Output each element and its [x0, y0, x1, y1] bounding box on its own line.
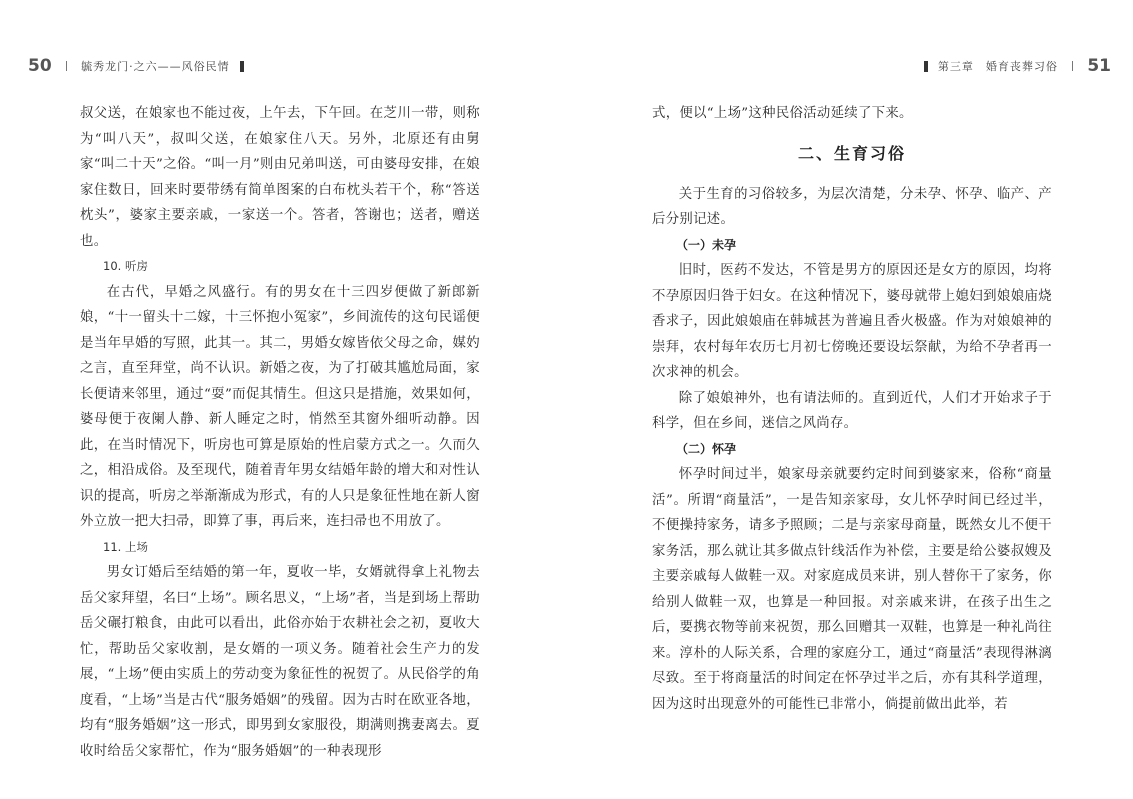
body-paragraph: 男女订婚后至结婚的第一年，夏收一毕，女婿就得拿上礼物去岳父家拜望，名曰“上场”。顾名思义，“上场”者，当是到场上帮助岳父碾打粮食，由此可以看出，此俗亦始于农耕社会之初，夏收大忙，帮助岳父家收割，是女婿的一项义务。随着社会生产力的发展，“上场”便由实质上的劳动变为象征性的祝贺了。从民俗学的角度看，“上场”当是古代“服务婚姻”的残留。因为古时在欧亚各地，均有“服务婚姻”这一形式，即男到女家服役，期满则携妻离去。夏收时给岳父家帮忙，作为“服务婚姻”的一种表现形	[80, 565, 480, 759]
subsection-heading-listening-room: 10. 听房	[103, 259, 148, 273]
left-running-title: 毓秀龙门·之六——风俗民情	[81, 60, 230, 73]
subsection-heading-not-pregnant: （一）未孕	[676, 237, 737, 252]
header-block-mark	[240, 61, 244, 72]
subsection-heading-pregnancy: （二）怀孕	[676, 441, 737, 456]
body-paragraph: 旧时，医药不发达，不管是男方的原因还是女方的原因，均将不孕原因归咎于妇女。在这种情况下，婆母就带上媳妇到娘娘庙烧香求子，因此娘娘庙在韩城甚为普遍且香火极盛。作为对娘娘神的崇拜，农村每年农历七月初七傍晚还要设坛祭献，为给不孕者再一次求神的机会。	[652, 263, 1052, 380]
body-paragraph: 关于生育的习俗较多，为层次清楚，分未孕、怀孕、临产、产后分别记述。	[652, 186, 1052, 227]
header-separator	[66, 61, 68, 71]
body-paragraph: 叔父送，在娘家也不能过夜，上午去，下午回。在芝川一带，则称为“叫八天”，叔叫父送，在娘家住八天。另外，北原还有由舅家“叫二十天”之俗。“叫一月”则由兄弟叫送，可由婆母安排，在娘家住数日，回来时要带绣有简单图案的白布枕头若干个，称“答送枕头”，婆家主要亲戚，一家送一个。答者，答谢也；送者，赠送也。	[80, 106, 480, 249]
right-running-title: 第三章 婚育丧葬习俗	[937, 60, 1058, 73]
section-title: 二、生育习俗	[797, 143, 906, 163]
header-separator	[1072, 61, 1074, 71]
body-paragraph: 怀孕时间过半，娘家母亲就要约定时间到婆家来，俗称“商量活”。所谓“商量活”，一是告知亲家母，女儿怀孕时间已经过半，不便操持家务，请多予照顾；二是与亲家母商量，既然女儿不便干家务活，那么就让其多做点针线活作为补偿，主要是给公婆叔嫂及主要亲戚每人做鞋一双。对家庭成员来讲，别人替你干了家务，你给别人做鞋一双，也算是一种回报。对亲戚来讲，在孩子出生之后，要携衣物等前来祝贺，那么回赠其一双鞋，也算是一种礼尚往来。淳朴的人际关系，合理的家庭分工，通过“商量活”表现得淋漓尽致。至于将商量活的时间定在怀孕过半之后，亦有其科学道理，因为这时出现意外的可能性已非常小，倘提前做出此举，若	[652, 467, 1052, 712]
header-block-mark	[924, 61, 928, 72]
body-paragraph: 式，便以“上场”这种民俗活动延续了下来。	[652, 106, 913, 121]
subsection-heading-shangchang: 11. 上场	[103, 539, 148, 554]
right-page-body	[652, 101, 1052, 717]
body-paragraph: 在古代，早婚之风盛行。有的男女在十三四岁便做了新郎新娘，“十一留头十二嫁，十三怀抱小冤家”，乡间流传的这句民谣便是当年早婚的写照，此其一。其二，男婚女嫁皆依父母之命，媒妁之言，直至拜堂，尚不认识。新婚之夜，为了打破其尴尬局面，家长便请来邻里，通过“耍”而促其情生。但这只是措施，效果如何，婆母便于夜阑人静、新人睡定之时，悄然至其窗外细听动静。因此，在当时情况下，听房也可算是原始的性启蒙方式之一。久而久之，相沿成俗。及至现代，随着青年男女结婚年龄的增大和对性认识的提高，听房之举渐渐成为形式，有的人只是象征性地在新人窗外立放一把大扫帚，即算了事，再后来，连扫帚也不用放了。	[80, 284, 480, 529]
right-page-number: 51	[1087, 56, 1111, 76]
left-page-body	[80, 101, 480, 764]
right-page-header	[914, 53, 1111, 79]
body-paragraph: 除了娘娘神外，也有请法师的。直到近代，人们才开始求子于科学，但在乡间，迷信之风尚存。	[652, 390, 1052, 431]
left-page-number: 50	[28, 56, 52, 76]
left-page-header	[28, 53, 254, 79]
